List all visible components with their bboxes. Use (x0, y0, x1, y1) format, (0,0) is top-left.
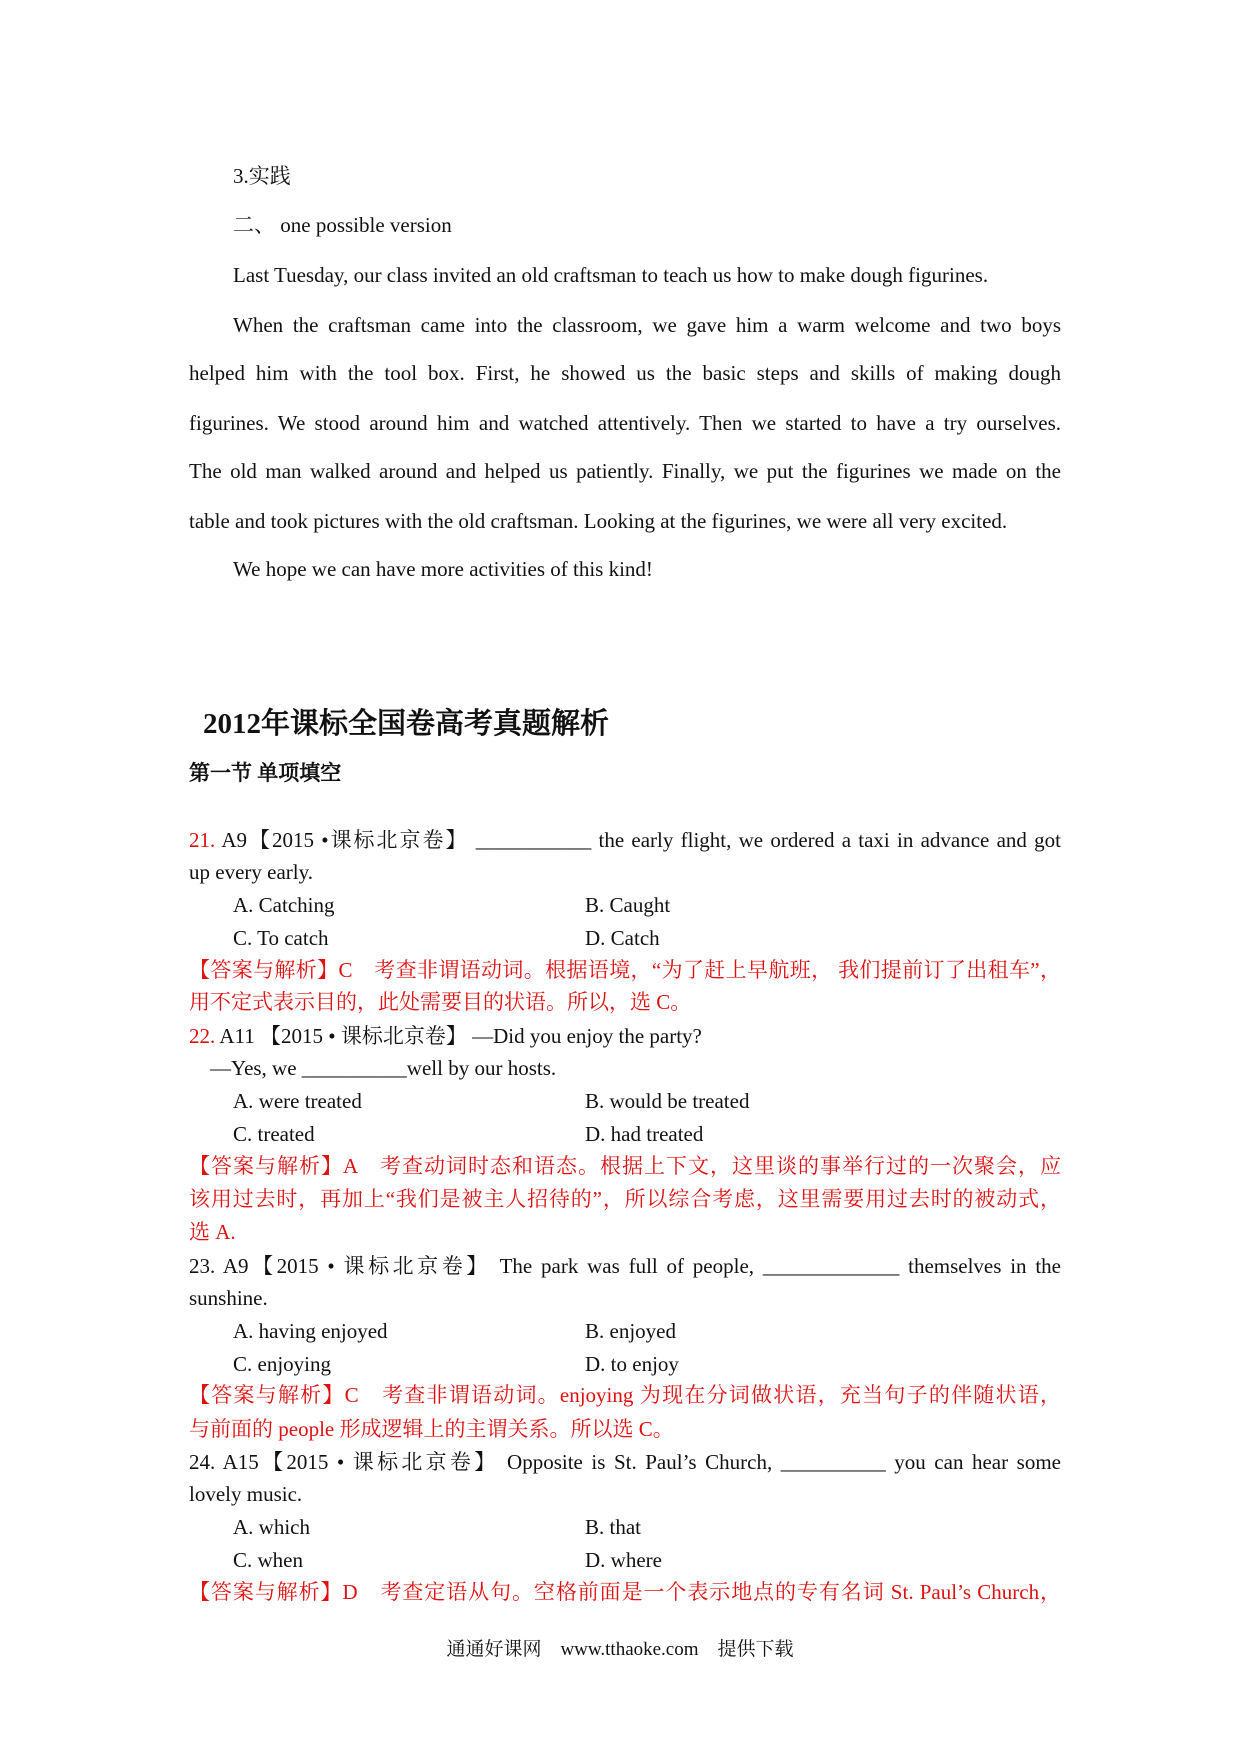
option-a: A. Catching (233, 893, 335, 917)
option-d: D. to enjoy (585, 1352, 679, 1376)
stem-text: A9【2015 • 课标北京卷】 The park was full of people, _____________ themselves in the (215, 1254, 1061, 1278)
answer-analysis: 选 A. (189, 1220, 236, 1244)
option-b: B. Caught (585, 893, 671, 917)
question-number: 22. (189, 1024, 216, 1048)
option-b: B. would be treated (585, 1089, 750, 1113)
answer-analysis: 【答案与解析】D 考查定语从句。空格前面是一个表示地点的专有名词 St. Paul’s Church， (189, 1580, 1061, 1604)
essay-line: The old man walked around and helped us patiently. Finally, we put the figurines we made on the (189, 459, 1061, 483)
answer-analysis: 该用过去时，再加上“我们是被主人招待的”，所以综合考虑，这里需要用过去时的被动式， (189, 1187, 1061, 1211)
essay-line: Last Tuesday, our class invited an old craftsman to teach us how to make dough figurines. (233, 263, 989, 287)
answer-analysis: 【答案与解析】C 考查非谓语动词。根据语境，“为了赶上早航班， 我们提前订了出租车”， (189, 958, 1061, 982)
option-d: D. where (585, 1548, 662, 1572)
essay-line: When the craftsman came into the classroom, we gave him a warm welcome and two boys (233, 313, 1061, 337)
essay-line: helped him with the tool box. First, he showed us the basic steps and skills of making dough (189, 361, 1061, 385)
answer-analysis: 与前面的 people 形成逻辑上的主谓关系。所以选 C。 (189, 1417, 674, 1441)
question-stem (189, 1253, 1061, 1279)
essay-line: table and took pictures with the old craftsman. Looking at the figurines, we were all very excited. (189, 509, 1008, 533)
option-a: A. having enjoyed (233, 1319, 388, 1343)
stem-text: —Yes, we __________well by our hosts. (210, 1056, 557, 1080)
question-stem (189, 1023, 1061, 1049)
page-footer: 通通好课网 www.tthaoke.com 提供下载 (446, 1639, 794, 1660)
option-d: D. Catch (585, 926, 660, 950)
option-c: C. To catch (233, 926, 329, 950)
question-number: 24. (189, 1450, 216, 1474)
essay-line: We hope we can have more activities of this kind! (233, 557, 653, 581)
option-c: C. enjoying (233, 1352, 331, 1376)
page-title: 2012年课标全国卷高考真题解析 (203, 708, 610, 740)
option-a: A. were treated (233, 1089, 362, 1113)
section-heading: 第一节 单项填空 (189, 761, 342, 785)
option-a: A. which (233, 1515, 310, 1539)
answer-analysis: 用不定式表示目的，此处需要目的状语。所以，选 C。 (189, 990, 692, 1014)
stem-text: A9【2015 •课标北京卷】 ___________ the early flight, we ordered a taxi in advance and got (215, 828, 1061, 852)
section-2-heading: 二、 one possible version (233, 213, 452, 237)
option-b: B. enjoyed (585, 1319, 676, 1343)
question-stem (189, 827, 1061, 853)
essay-line: figurines. We stood around him and watched attentively. Then we started to have a try ourselves. (189, 411, 1061, 435)
option-c: C. when (233, 1548, 303, 1572)
answer-analysis: 【答案与解析】A 考查动词时态和语态。根据上下文，这里谈的事举行过的一次聚会，应 (189, 1154, 1061, 1178)
stem-text: sunshine. (189, 1286, 268, 1310)
stem-text: lovely music. (189, 1482, 303, 1506)
question-number: 23. (189, 1254, 216, 1278)
stem-text: A11 【2015 • 课标北京卷】 —Did you enjoy the party? (215, 1024, 702, 1048)
option-d: D. had treated (585, 1122, 704, 1146)
item-3-heading: 3.实践 (233, 164, 291, 188)
option-b: B. that (585, 1515, 641, 1539)
question-stem (189, 1449, 1061, 1475)
stem-text: up every early. (189, 860, 313, 884)
option-c: C. treated (233, 1122, 315, 1146)
stem-text: A15【2015 • 课标北京卷】 Opposite is St. Paul’s Church, __________ you can hear some (215, 1450, 1061, 1474)
answer-analysis: 【答案与解析】C 考查非谓语动词。enjoying 为现在分词做状语，充当句子的伴随状语， (189, 1383, 1061, 1407)
question-number: 21. (189, 828, 216, 852)
